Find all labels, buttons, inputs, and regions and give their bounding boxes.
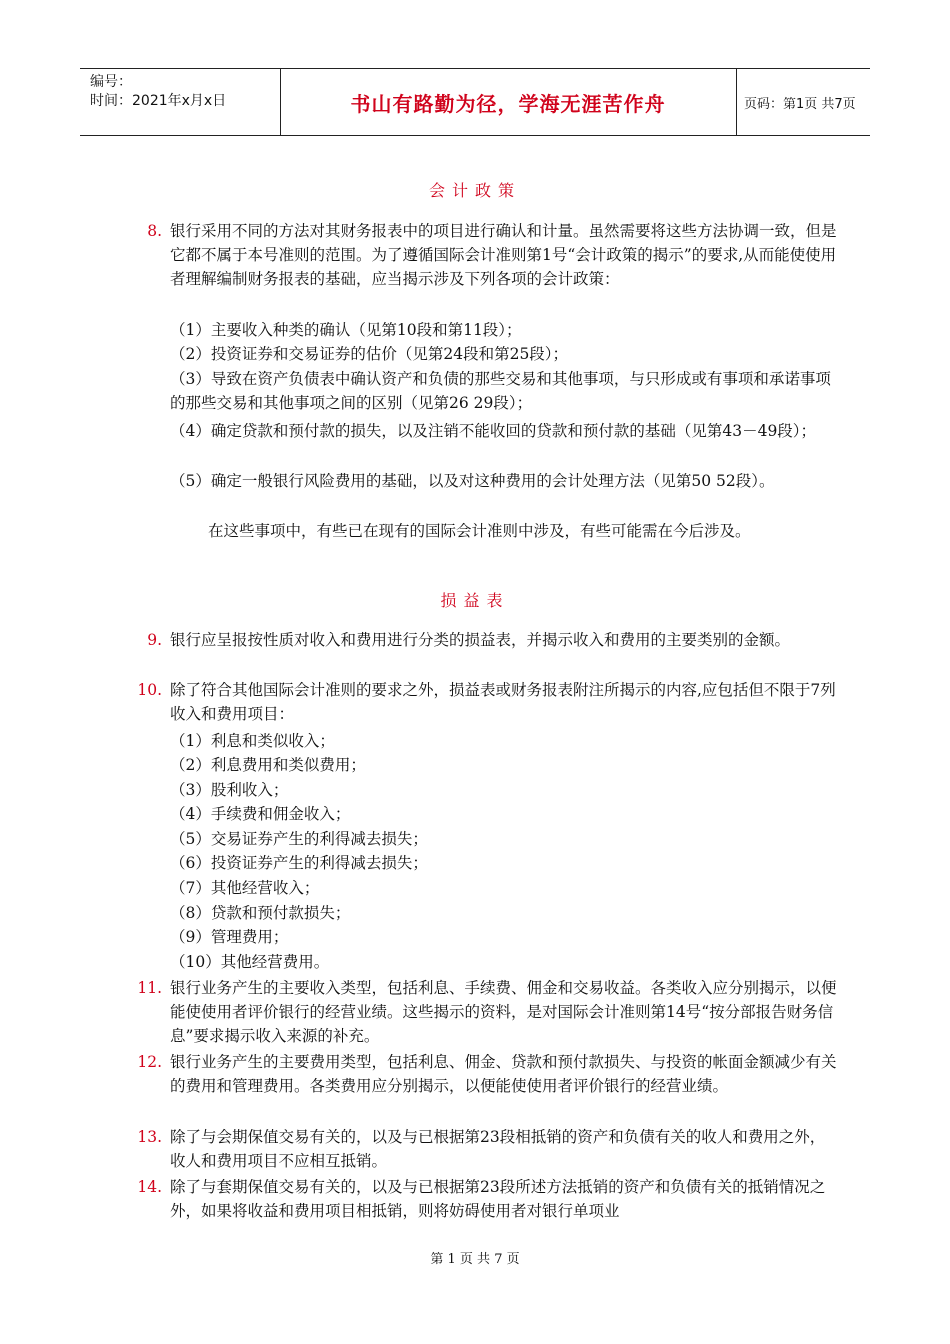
- paragraph-13: [130, 1125, 840, 1173]
- code-label: 编号：: [90, 74, 132, 90]
- paragraph-number: 12.: [137, 1053, 162, 1071]
- header-meta-cell: [80, 69, 281, 135]
- header-page-info: 页码：第1页 共7页: [744, 96, 856, 112]
- paragraph-text: 银行采用不同的方法对其财务报表中的项目进行确认和计量。虽然需要将这些方法协调一致，但是它都不属于本号准则的范围。为了遵循国际会计准则第1号“会计政策的揭示”的要求,从而能使使用者理解编制财务报表的基础，应当揭示涉及下列各项的会计政策：: [170, 222, 837, 288]
- list-item: （4）手续费和佣金收入；: [170, 805, 351, 823]
- list-item: （1）利息和类似收入；: [170, 732, 335, 750]
- paragraph-number: 13.: [137, 1128, 162, 1146]
- list-item: （2）投资证券和交易证券的估价（见第24段和第25段）；: [170, 345, 569, 363]
- paragraph-number: 10.: [137, 681, 162, 699]
- list-item: （5）交易证券产生的利得减去损失；: [170, 830, 428, 848]
- list-item: （3）导致在资产负债表中确认资产和负债的那些交易和其他事项，与只形成或有事项和承诺事项的那些交易和其他事项之间的区别（见第26 29段）；: [170, 370, 831, 412]
- list-item: （3）股利收入；: [170, 781, 289, 799]
- header-motto: 书山有路勤为径，学海无涯苦作舟: [280, 69, 737, 135]
- page-header-table: [80, 68, 870, 136]
- date-label: 时间：2021年x月x日: [90, 93, 227, 109]
- closing-text: 在这些事项中，有些已在现有的国际会计准则中涉及，有些可能需在今后涉及。: [208, 522, 751, 540]
- paragraph-text: 除了符合其他国际会计准则的要求之外，损益表或财务报表附注所揭示的内容,应包括但不限于7列收入和费用项目：: [170, 681, 836, 723]
- paragraph-text: 除了与套期保值交易有关的，以及与已根据第23段所述方法抵销的资产和负债有关的抵销情况之外，如果将收益和费用项目相抵销，则将妨碍使用者对银行单项业: [170, 1178, 826, 1220]
- paragraph-12: [130, 1050, 840, 1098]
- paragraph-text: 银行业务产生的主要费用类型，包括利息、佣金、贷款和预付款损失、与投资的帐面金额减少有关的费用和管理费用。各类费用应分别揭示，以便能使使用者评价银行的经营业绩。: [170, 1053, 837, 1095]
- list-item: （5）确定一般银行风险费用的基础，以及对这种费用的会计处理方法（见第50 52段）。: [170, 472, 775, 490]
- paragraph-number: 8.: [147, 222, 162, 240]
- section-title-accounting-policy: 会计政策: [428, 181, 521, 200]
- paragraph-11: [130, 976, 840, 1048]
- list-item: （1）主要收入种类的确认（见第10段和第11段）；: [170, 321, 522, 339]
- paragraph-text: 银行应呈报按性质对收入和费用进行分类的损益表，并揭示收入和费用的主要类别的金额。: [170, 631, 791, 649]
- closing-paragraph: [170, 519, 840, 543]
- list-item: （8）贷款和预付款损失；: [170, 904, 351, 922]
- paragraph-9: [130, 628, 840, 652]
- paragraph-text: 银行业务产生的主要收入类型，包括利息、手续费、佣金和交易收益。各类收入应分别揭示，以便能使使用者评价银行的经营业绩。这些揭示的资料，是对国际会计准则第14号“按分部报告财务信息”要求揭示收入来源的补充。: [170, 979, 837, 1045]
- paragraph-number: 14.: [137, 1178, 162, 1196]
- list-item: （6）投资证券产生的利得减去损失；: [170, 854, 428, 872]
- paragraph-number: 9.: [147, 631, 162, 649]
- list-item: （7）其他经营收入；: [170, 879, 320, 897]
- section-title-income-statement: 损益表: [440, 591, 510, 610]
- paragraph-10: [130, 678, 840, 726]
- list-item: （4）确定贷款和预付款的损失，以及注销不能收回的贷款和预付款的基础（见第43－49段）；: [170, 422, 817, 440]
- paragraph-text: 除了与会期保值交易有关的，以及与已根据第23段相抵销的资产和负债有关的收人和费用之外，收人和费用项目不应相互抵销。: [170, 1128, 826, 1170]
- list-item: （10）其他经营费用。: [170, 953, 330, 971]
- list-item: （9）管理费用；: [170, 928, 289, 946]
- list-item: （2）利息费用和类似费用；: [170, 756, 366, 774]
- page-footer: 第 1 页 共 7 页: [430, 1252, 520, 1267]
- paragraph-8: [130, 219, 840, 291]
- paragraph-14: [130, 1175, 840, 1223]
- paragraph-number: 11.: [137, 979, 162, 997]
